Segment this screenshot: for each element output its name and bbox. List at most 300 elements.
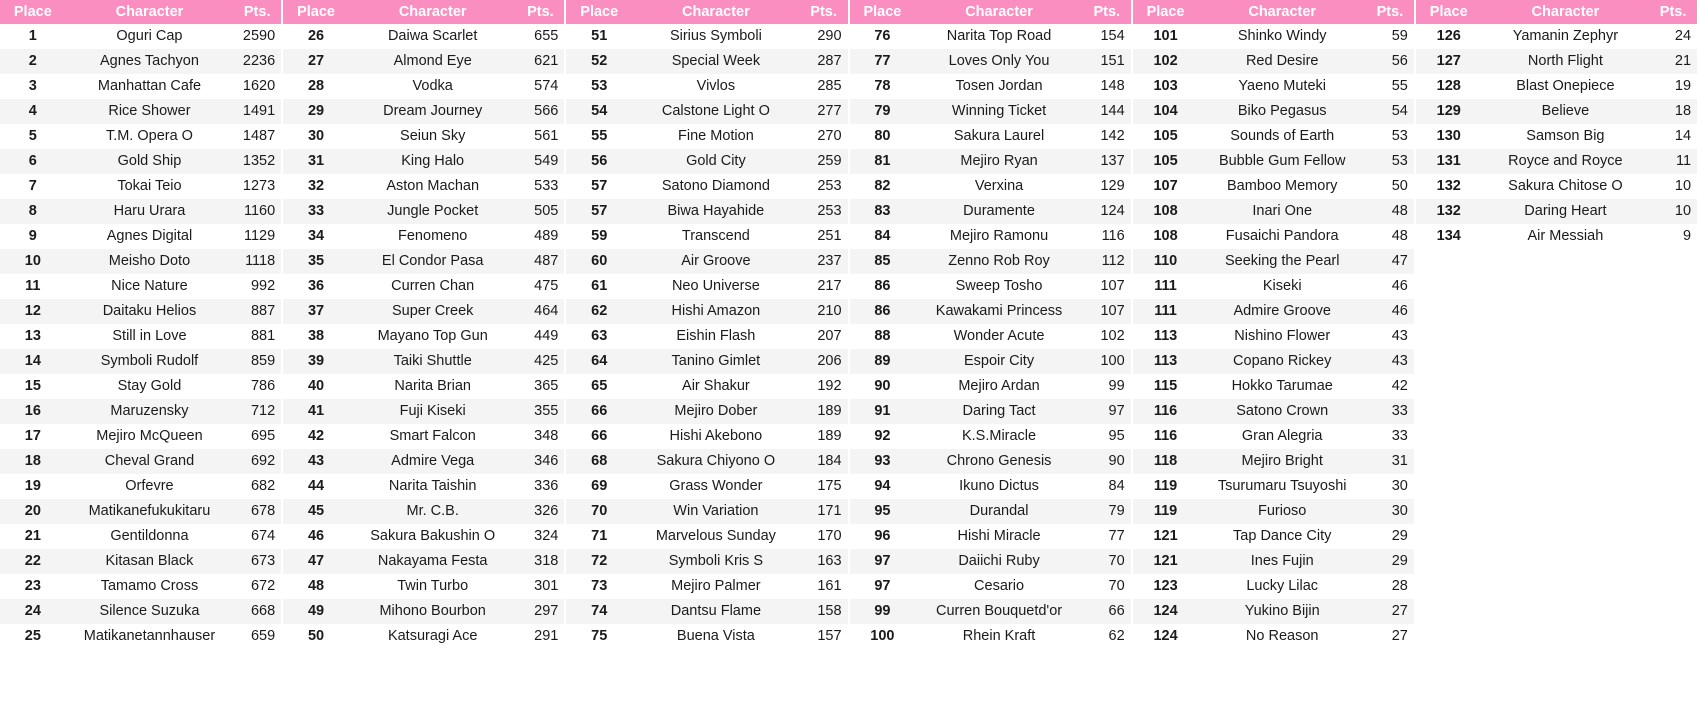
cell-points: 46 (1366, 274, 1414, 299)
cell-points: 48 (1366, 199, 1414, 224)
column-header-place[interactable]: Place (0, 0, 66, 24)
table-row (283, 99, 564, 124)
cell-character: Jungle Pocket (349, 199, 517, 224)
table-row (566, 74, 847, 99)
table-row (1416, 149, 1697, 174)
cell-points: 206 (800, 349, 848, 374)
cell-place: 20 (0, 499, 66, 524)
cell-points: 695 (233, 424, 281, 449)
column-header-character[interactable]: Character (1482, 0, 1649, 24)
cell-place: 89 (850, 349, 916, 374)
cell-character: Hishi Amazon (632, 299, 800, 324)
cell-character: Nakayama Festa (349, 549, 517, 574)
cell-place: 32 (283, 174, 349, 199)
cell-points: 290 (800, 24, 848, 49)
cell-character: Sounds of Earth (1198, 124, 1366, 149)
cell-place: 105 (1133, 149, 1199, 174)
cell-points: 566 (516, 99, 564, 124)
cell-points: 56 (1366, 49, 1414, 74)
cell-character: Air Groove (632, 249, 800, 274)
column-header-place[interactable]: Place (1416, 0, 1482, 24)
table-row (283, 549, 564, 574)
cell-points: 62 (1083, 624, 1131, 649)
cell-character: Tosen Jordan (915, 74, 1083, 99)
cell-points: 137 (1083, 149, 1131, 174)
cell-character: Believe (1482, 99, 1649, 124)
cell-place: 37 (283, 299, 349, 324)
table-row (0, 624, 281, 649)
table-row (283, 599, 564, 624)
cell-character: Nice Nature (66, 274, 234, 299)
column-header-points[interactable]: Pts. (1366, 0, 1414, 24)
cell-character: Ikuno Dictus (915, 474, 1083, 499)
table-row (0, 224, 281, 249)
table-row (0, 74, 281, 99)
table-row (850, 274, 1131, 299)
table-row (0, 99, 281, 124)
table-row (850, 499, 1131, 524)
column-header-character[interactable]: Character (349, 0, 517, 24)
cell-place: 38 (283, 324, 349, 349)
table-row (283, 399, 564, 424)
cell-character: Tsurumaru Tsuyoshi (1198, 474, 1366, 499)
cell-place: 131 (1416, 149, 1482, 174)
table-row (1133, 574, 1414, 599)
cell-points: 99 (1083, 374, 1131, 399)
table-row (850, 524, 1131, 549)
cell-place: 116 (1133, 424, 1199, 449)
column-header-character[interactable]: Character (915, 0, 1083, 24)
cell-character: Cesario (915, 574, 1083, 599)
cell-place: 113 (1133, 324, 1199, 349)
cell-place: 16 (0, 399, 66, 424)
cell-points: 574 (516, 74, 564, 99)
cell-character: Kiseki (1198, 274, 1366, 299)
table-row (0, 174, 281, 199)
cell-character: Kawakami Princess (915, 299, 1083, 324)
cell-character: Buena Vista (632, 624, 800, 649)
cell-points: 336 (516, 474, 564, 499)
cell-place: 52 (566, 49, 632, 74)
cell-place: 48 (283, 574, 349, 599)
cell-character: Grass Wonder (632, 474, 800, 499)
cell-character: T.M. Opera O (66, 124, 234, 149)
cell-character: Winning Ticket (915, 99, 1083, 124)
cell-character: Royce and Royce (1482, 149, 1649, 174)
cell-place: 18 (0, 449, 66, 474)
cell-character: Wonder Acute (915, 324, 1083, 349)
cell-place: 46 (283, 524, 349, 549)
table-row (1133, 424, 1414, 449)
cell-place: 60 (566, 249, 632, 274)
table-row (566, 499, 847, 524)
cell-character: Taiki Shuttle (349, 349, 517, 374)
cell-place: 80 (850, 124, 916, 149)
cell-place: 6 (0, 149, 66, 174)
cell-place: 61 (566, 274, 632, 299)
cell-place: 11 (0, 274, 66, 299)
cell-place: 10 (0, 249, 66, 274)
column-header-place[interactable]: Place (1133, 0, 1199, 24)
table-row (283, 224, 564, 249)
cell-place: 57 (566, 174, 632, 199)
cell-points: 786 (233, 374, 281, 399)
table-row (1133, 399, 1414, 424)
column-header-points[interactable]: Pts. (1083, 0, 1131, 24)
cell-place: 54 (566, 99, 632, 124)
ranking-table (566, 0, 847, 649)
table-row (0, 124, 281, 149)
cell-place: 111 (1133, 274, 1199, 299)
cell-points: 90 (1083, 449, 1131, 474)
cell-place: 101 (1133, 24, 1199, 49)
cell-points: 157 (800, 624, 848, 649)
cell-points: 47 (1366, 249, 1414, 274)
cell-character: Meisho Doto (66, 249, 234, 274)
cell-place: 63 (566, 324, 632, 349)
column-header-character[interactable]: Character (1198, 0, 1366, 24)
cell-character: K.S.Miracle (915, 424, 1083, 449)
table-row (566, 299, 847, 324)
cell-character: Gold Ship (66, 149, 234, 174)
table-row (566, 399, 847, 424)
cell-place: 94 (850, 474, 916, 499)
table-row (0, 574, 281, 599)
cell-points: 655 (516, 24, 564, 49)
cell-character: Mayano Top Gun (349, 324, 517, 349)
cell-points: 54 (1366, 99, 1414, 124)
cell-character: Verxina (915, 174, 1083, 199)
cell-place: 25 (0, 624, 66, 649)
table-row (566, 199, 847, 224)
cell-points: 158 (800, 599, 848, 624)
cell-points: 55 (1366, 74, 1414, 99)
cell-points: 70 (1083, 574, 1131, 599)
table-row (1416, 224, 1697, 249)
column-header-points[interactable]: Pts. (233, 0, 281, 24)
cell-character: Fenomeno (349, 224, 517, 249)
cell-place: 69 (566, 474, 632, 499)
cell-points: 270 (800, 124, 848, 149)
cell-place: 81 (850, 149, 916, 174)
table-header-row (1416, 0, 1697, 24)
cell-points: 66 (1083, 599, 1131, 624)
table-row (0, 299, 281, 324)
cell-place: 57 (566, 199, 632, 224)
cell-place: 97 (850, 574, 916, 599)
cell-place: 51 (566, 24, 632, 49)
table-row (850, 299, 1131, 324)
cell-character: Symboli Rudolf (66, 349, 234, 374)
cell-character: King Halo (349, 149, 517, 174)
cell-points: 33 (1366, 424, 1414, 449)
cell-points: 9 (1649, 224, 1697, 249)
cell-points: 107 (1083, 299, 1131, 324)
cell-place: 72 (566, 549, 632, 574)
table-row (850, 224, 1131, 249)
cell-place: 130 (1416, 124, 1482, 149)
cell-place: 7 (0, 174, 66, 199)
cell-points: 365 (516, 374, 564, 399)
table-row (1133, 49, 1414, 74)
cell-character: Maruzensky (66, 399, 234, 424)
cell-character: Stay Gold (66, 374, 234, 399)
table-row (1133, 374, 1414, 399)
cell-points: 449 (516, 324, 564, 349)
cell-points: 43 (1366, 324, 1414, 349)
table-row (0, 149, 281, 174)
cell-character: Nishino Flower (1198, 324, 1366, 349)
cell-character: Biwa Hayahide (632, 199, 800, 224)
table-row (566, 49, 847, 74)
cell-character: Smart Falcon (349, 424, 517, 449)
table-row (0, 274, 281, 299)
cell-character: Rhein Kraft (915, 624, 1083, 649)
cell-points: 2236 (233, 49, 281, 74)
table-row (1133, 149, 1414, 174)
table-row (850, 549, 1131, 574)
cell-character: Aston Machan (349, 174, 517, 199)
cell-character: Mejiro Palmer (632, 574, 800, 599)
cell-points: 1491 (233, 99, 281, 124)
cell-place: 12 (0, 299, 66, 324)
cell-place: 83 (850, 199, 916, 224)
cell-character: Narita Brian (349, 374, 517, 399)
cell-place: 56 (566, 149, 632, 174)
cell-points: 1273 (233, 174, 281, 199)
cell-points: 48 (1366, 224, 1414, 249)
cell-character: Sirius Symboli (632, 24, 800, 49)
table-row (850, 24, 1131, 49)
cell-place: 99 (850, 599, 916, 624)
cell-points: 161 (800, 574, 848, 599)
cell-character: Mejiro Ardan (915, 374, 1083, 399)
cell-character: Admire Vega (349, 449, 517, 474)
cell-place: 30 (283, 124, 349, 149)
cell-points: 207 (800, 324, 848, 349)
cell-points: 11 (1649, 149, 1697, 174)
cell-place: 129 (1416, 99, 1482, 124)
cell-character: Daiwa Scarlet (349, 24, 517, 49)
cell-points: 163 (800, 549, 848, 574)
cell-points: 1620 (233, 74, 281, 99)
cell-place: 34 (283, 224, 349, 249)
cell-points: 253 (800, 174, 848, 199)
cell-points: 659 (233, 624, 281, 649)
cell-place: 91 (850, 399, 916, 424)
cell-place: 111 (1133, 299, 1199, 324)
table-row (1133, 224, 1414, 249)
cell-place: 86 (850, 274, 916, 299)
cell-place: 2 (0, 49, 66, 74)
table-row (850, 449, 1131, 474)
cell-character: Dream Journey (349, 99, 517, 124)
cell-character: Matikanetannhauser (66, 624, 234, 649)
cell-points: 124 (1083, 199, 1131, 224)
table-row (850, 349, 1131, 374)
cell-place: 44 (283, 474, 349, 499)
table-row (850, 49, 1131, 74)
cell-points: 42 (1366, 374, 1414, 399)
cell-points: 175 (800, 474, 848, 499)
table-row (850, 74, 1131, 99)
table-row (1133, 449, 1414, 474)
cell-character: Air Messiah (1482, 224, 1649, 249)
cell-character: Espoir City (915, 349, 1083, 374)
cell-points: 1487 (233, 124, 281, 149)
cell-points: 10 (1649, 174, 1697, 199)
table-row (0, 374, 281, 399)
cell-place: 124 (1133, 624, 1199, 649)
table-row (850, 149, 1131, 174)
table-row (850, 124, 1131, 149)
table-row (1133, 474, 1414, 499)
table-row (283, 574, 564, 599)
table-row (566, 324, 847, 349)
cell-points: 31 (1366, 449, 1414, 474)
cell-place: 126 (1416, 24, 1482, 49)
cell-points: 1352 (233, 149, 281, 174)
cell-place: 27 (283, 49, 349, 74)
cell-character: Furioso (1198, 499, 1366, 524)
table-row (566, 524, 847, 549)
cell-place: 108 (1133, 199, 1199, 224)
column-header-character[interactable]: Character (66, 0, 234, 24)
cell-character: Hokko Tarumae (1198, 374, 1366, 399)
table-row (1133, 324, 1414, 349)
table-row (283, 449, 564, 474)
ranking-table (0, 0, 281, 649)
cell-points: 19 (1649, 74, 1697, 99)
table-row (566, 624, 847, 649)
cell-points: 30 (1366, 499, 1414, 524)
cell-points: 561 (516, 124, 564, 149)
table-row (1133, 499, 1414, 524)
cell-points: 210 (800, 299, 848, 324)
cell-points: 116 (1083, 224, 1131, 249)
table-row (850, 424, 1131, 449)
column-header-place[interactable]: Place (283, 0, 349, 24)
cell-character: Yaeno Muteki (1198, 74, 1366, 99)
table-row (0, 49, 281, 74)
cell-points: 277 (800, 99, 848, 124)
cell-points: 50 (1366, 174, 1414, 199)
table-row (566, 574, 847, 599)
cell-character: Lucky Lilac (1198, 574, 1366, 599)
cell-character: Fuji Kiseki (349, 399, 517, 424)
cell-points: 425 (516, 349, 564, 374)
cell-character: Daring Heart (1482, 199, 1649, 224)
cell-points: 30 (1366, 474, 1414, 499)
cell-points: 21 (1649, 49, 1697, 74)
cell-character: Inari One (1198, 199, 1366, 224)
cell-points: 154 (1083, 24, 1131, 49)
column-header-points[interactable]: Pts. (516, 0, 564, 24)
column-header-place[interactable]: Place (566, 0, 632, 24)
cell-character: Chrono Genesis (915, 449, 1083, 474)
table-row (283, 374, 564, 399)
cell-place: 41 (283, 399, 349, 424)
cell-place: 42 (283, 424, 349, 449)
cell-place: 65 (566, 374, 632, 399)
table-row (1133, 99, 1414, 124)
table-row (283, 174, 564, 199)
cell-character: Special Week (632, 49, 800, 74)
cell-character: Loves Only You (915, 49, 1083, 74)
cell-points: 318 (516, 549, 564, 574)
cell-character: Sakura Laurel (915, 124, 1083, 149)
column-header-points[interactable]: Pts. (800, 0, 848, 24)
cell-place: 127 (1416, 49, 1482, 74)
cell-character: Manhattan Cafe (66, 74, 234, 99)
cell-character: Sakura Chiyono O (632, 449, 800, 474)
table-row (283, 149, 564, 174)
cell-points: 887 (233, 299, 281, 324)
table-row (0, 324, 281, 349)
cell-character: Zenno Rob Roy (915, 249, 1083, 274)
cell-points: 27 (1366, 599, 1414, 624)
cell-character: Mejiro Ryan (915, 149, 1083, 174)
cell-points: 53 (1366, 149, 1414, 174)
cell-points: 33 (1366, 399, 1414, 424)
cell-points: 184 (800, 449, 848, 474)
cell-place: 85 (850, 249, 916, 274)
cell-points: 43 (1366, 349, 1414, 374)
column-header-place[interactable]: Place (850, 0, 916, 24)
cell-character: Samson Big (1482, 124, 1649, 149)
table-row (0, 24, 281, 49)
cell-character: Matikanefukukitaru (66, 499, 234, 524)
table-row (0, 199, 281, 224)
cell-place: 90 (850, 374, 916, 399)
cell-place: 93 (850, 449, 916, 474)
cell-points: 142 (1083, 124, 1131, 149)
cell-place: 39 (283, 349, 349, 374)
table-row (283, 474, 564, 499)
cell-place: 35 (283, 249, 349, 274)
table-row (566, 249, 847, 274)
table-row (283, 499, 564, 524)
ranking-table (850, 0, 1131, 649)
cell-character: Eishin Flash (632, 324, 800, 349)
table-header-row (850, 0, 1131, 24)
cell-place: 8 (0, 199, 66, 224)
cell-place: 55 (566, 124, 632, 149)
cell-place: 53 (566, 74, 632, 99)
table-row (1416, 24, 1697, 49)
cell-character: Rice Shower (66, 99, 234, 124)
table-row (1133, 549, 1414, 574)
cell-points: 2590 (233, 24, 281, 49)
table-row (850, 399, 1131, 424)
cell-points: 237 (800, 249, 848, 274)
cell-character: Mejiro Bright (1198, 449, 1366, 474)
cell-place: 75 (566, 624, 632, 649)
cell-points: 14 (1649, 124, 1697, 149)
cell-place: 70 (566, 499, 632, 524)
table-row (566, 424, 847, 449)
column-header-points[interactable]: Pts. (1649, 0, 1697, 24)
table-row (1133, 174, 1414, 199)
cell-place: 15 (0, 374, 66, 399)
cell-points: 712 (233, 399, 281, 424)
column-header-character[interactable]: Character (632, 0, 800, 24)
cell-place: 102 (1133, 49, 1199, 74)
cell-place: 49 (283, 599, 349, 624)
cell-character: Almond Eye (349, 49, 517, 74)
cell-character: Sakura Chitose O (1482, 174, 1649, 199)
cell-character: Cheval Grand (66, 449, 234, 474)
